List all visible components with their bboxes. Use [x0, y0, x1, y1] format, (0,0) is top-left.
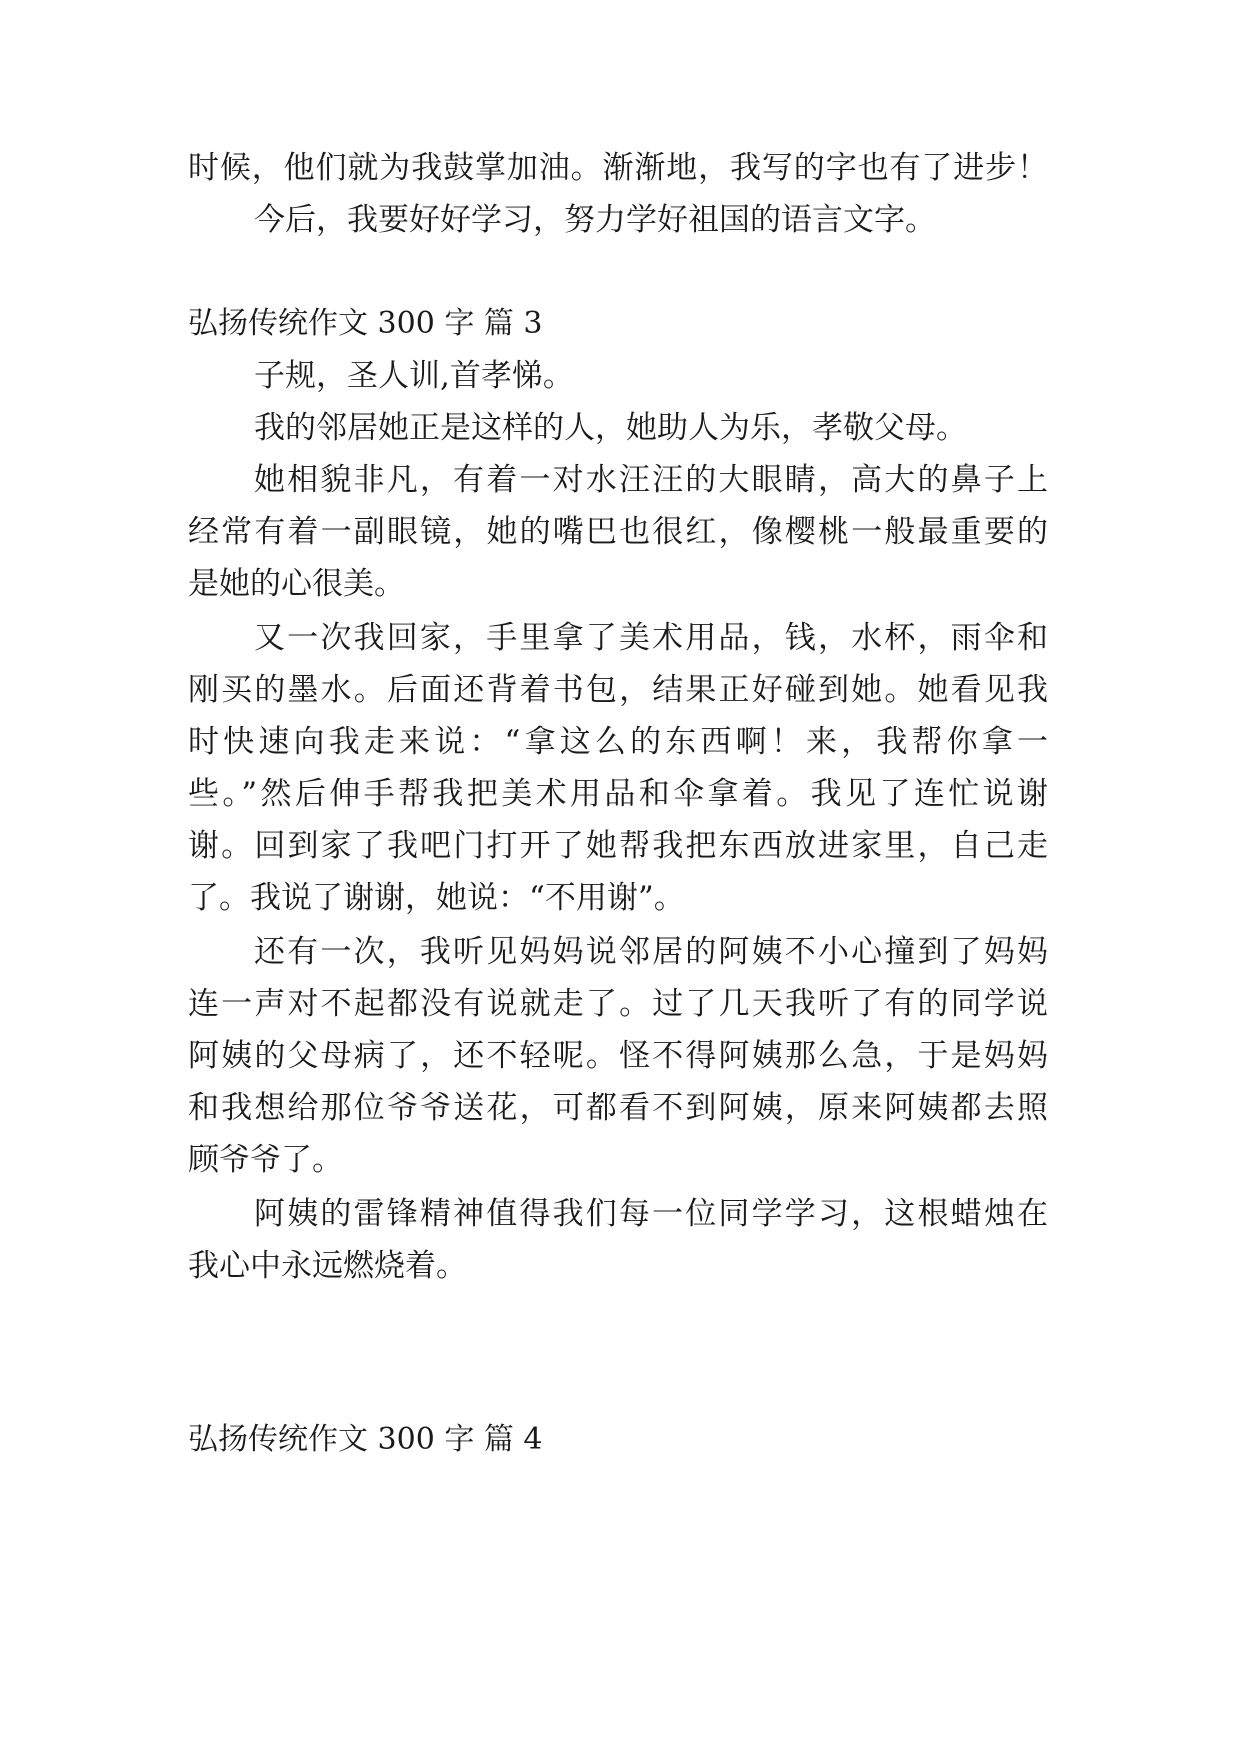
paragraph-line: 了。我说了谢谢，她说：“不用谢”。	[188, 880, 685, 916]
paragraph-line: 刚买的墨水。后面还背着书包，结果正好碰到她。她看见我	[188, 672, 1048, 708]
paragraph-line: 连一声对不起都没有说就走了。过了几天我听了有的同学说	[188, 986, 1048, 1022]
paragraph-line: 今后，我要好好学习，努力学好祖国的语言文字。	[254, 202, 936, 238]
paragraph-line: 经常有着一副眼镜，她的嘴巴也很红，像樱桃一般最重要的	[188, 514, 1048, 550]
paragraph-line: 我的邻居她正是这样的人，她助人为乐，孝敬父母。	[254, 410, 967, 446]
paragraph-line: 还有一次，我听见妈妈说邻居的阿姨不小心撞到了妈妈	[254, 934, 1048, 970]
paragraph-line: 顾爷爷了。	[188, 1142, 343, 1178]
paragraph-line: 和我想给那位爷爷送花，可都看不到阿姨，原来阿姨都去照	[188, 1090, 1048, 1126]
paragraph-line: 子规，圣人训,首孝悌。	[254, 358, 574, 394]
paragraph-line: 阿姨的雷锋精神值得我们每一位同学学习，这根蜡烛在	[254, 1196, 1048, 1232]
paragraph-line: 时快速向我走来说：“拿这么的东西啊！来，我帮你拿一	[188, 724, 1048, 760]
paragraph-line: 是她的心很美。	[188, 566, 405, 602]
paragraph-line: 阿姨的父母病了，还不轻呢。怪不得阿姨那么急，于是妈妈	[188, 1038, 1048, 1074]
paragraph-line: 又一次我回家，手里拿了美术用品，钱，水杯，雨伞和	[254, 620, 1048, 656]
paragraph-line: 我心中永远燃烧着。	[188, 1248, 467, 1284]
paragraph-line: 谢。回到家了我吧门打开了她帮我把东西放进家里，自己走	[188, 828, 1048, 864]
paragraph-line: 时候，他们就为我鼓掌加油。渐渐地，我写的字也有了进步！	[188, 150, 1048, 186]
section-heading-4: 弘扬传统作文 300 字 篇 4	[188, 1422, 543, 1457]
paragraph-line: 些。”然后伸手帮我把美术用品和伞拿着。我见了连忙说谢	[188, 776, 1048, 812]
paragraph-line: 她相貌非凡，有着一对水汪汪的大眼睛，高大的鼻子上	[254, 462, 1048, 498]
section-heading-3: 弘扬传统作文 300 字 篇 3	[188, 306, 543, 341]
